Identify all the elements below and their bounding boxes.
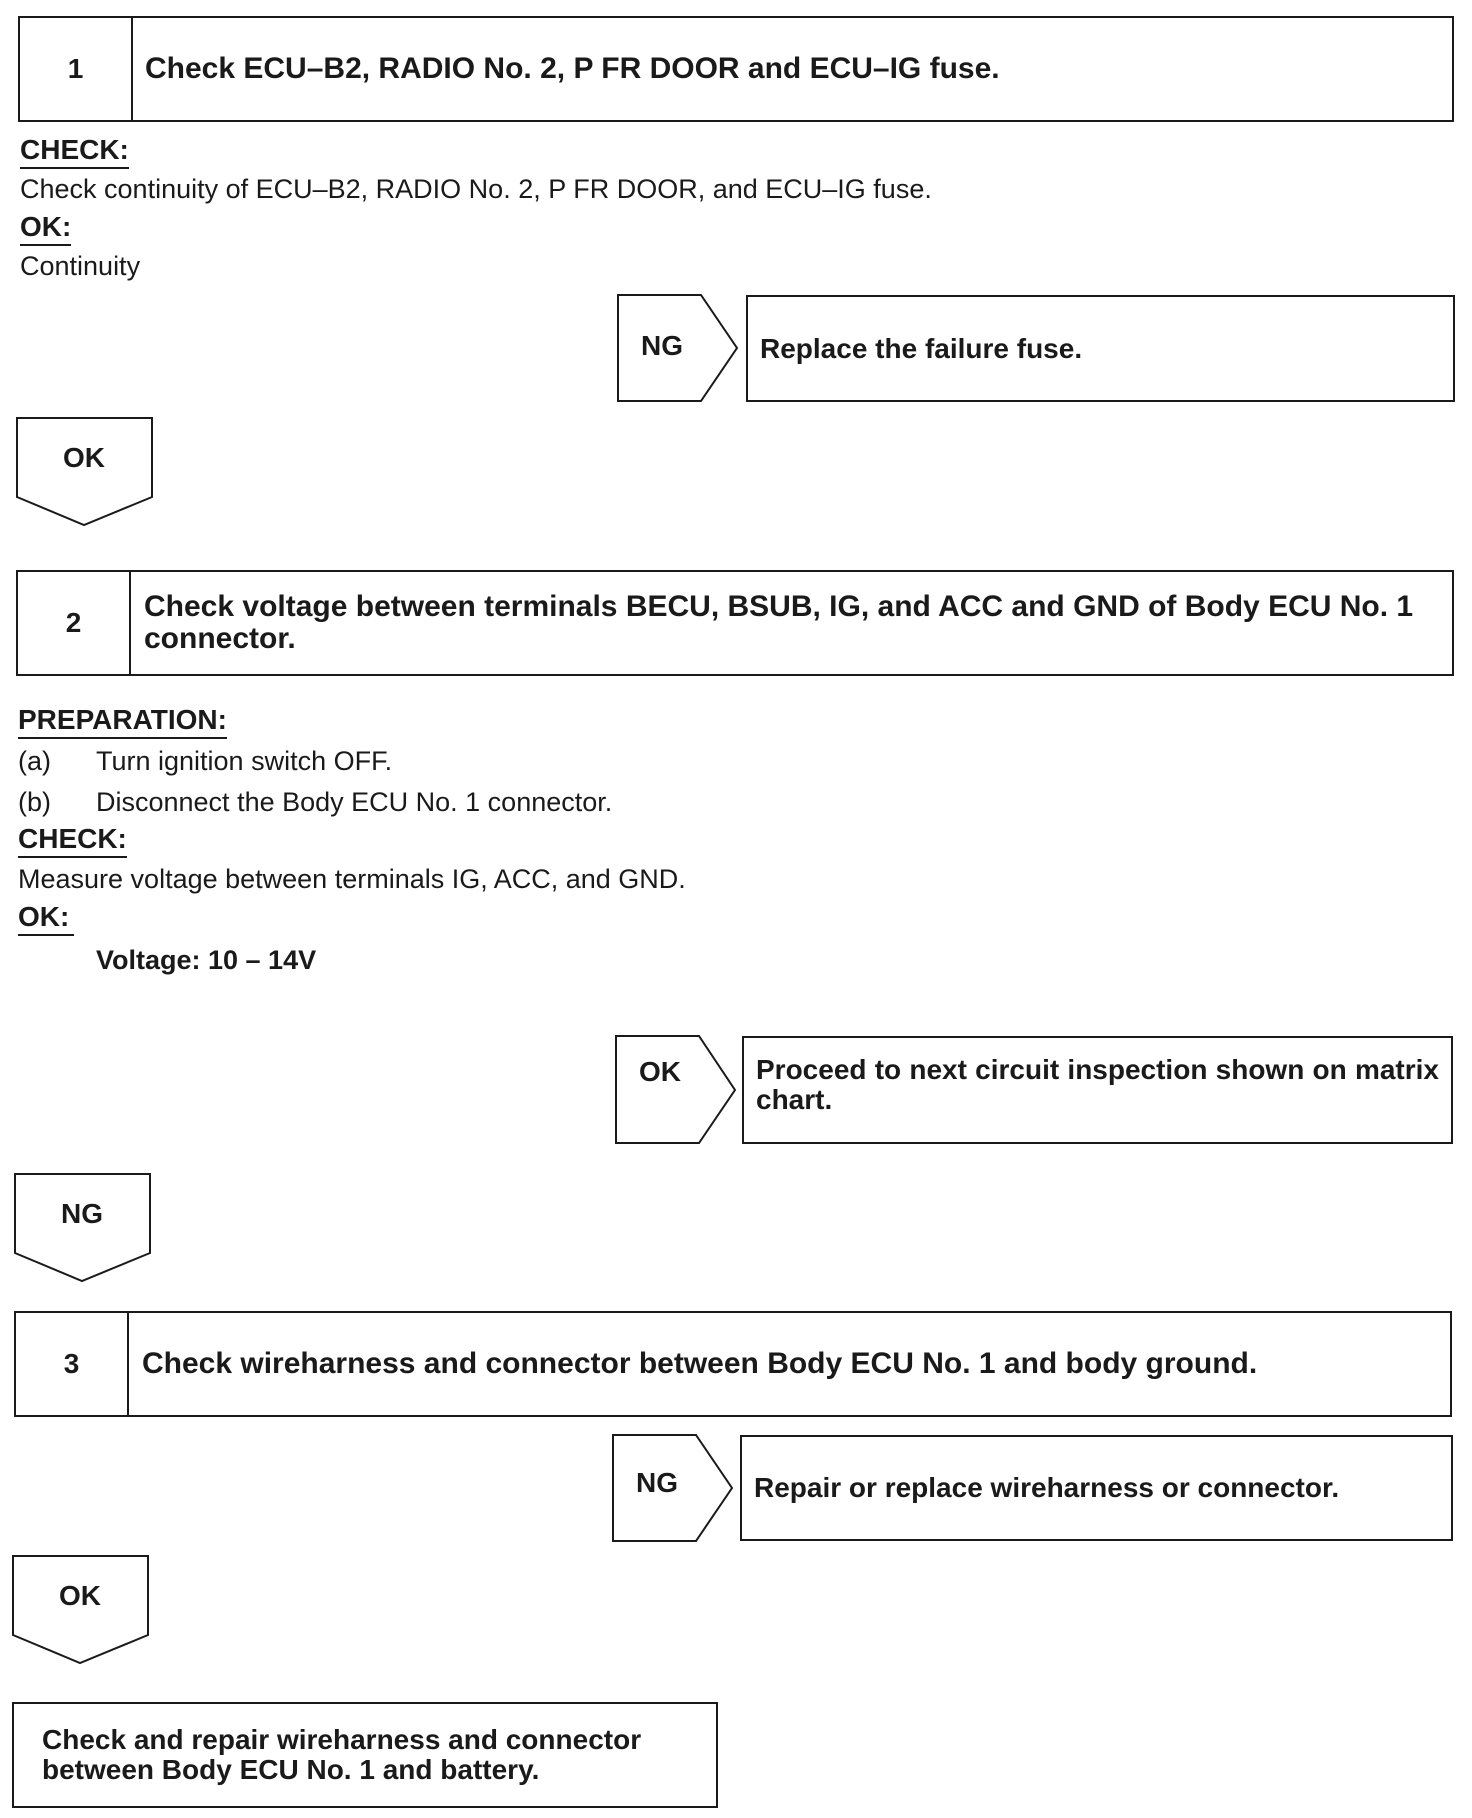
step-1-number: 1 [20,18,133,120]
step-2-number: 2 [18,572,131,674]
step-1-ok-heading: OK: [20,210,71,246]
step-2-check-heading: CHECK: [18,822,127,858]
step-2-ok-arrow [615,1035,737,1145]
step-2-box [16,570,1454,676]
step-1-check-heading: CHECK: [20,133,129,169]
step-1-ng-result-text: Replace the failure fuse. [760,332,1083,364]
step-1-ok-label: OK [63,442,105,473]
step-1-title: Check ECU–B2, RADIO No. 2, P FR DOOR and ECU–IG fuse. [145,52,1000,85]
step-2-ng-arrow [14,1173,152,1283]
step-2-prep-a-marker: (a) [18,746,51,776]
step-3-title: Check wireharness and connector between Body ECU No. 1 and body ground. [142,1347,1258,1380]
step-2-ok-label: OK [639,1056,681,1087]
step-1-ng-result [746,295,1455,402]
step-3-ng-result-text: Repair or replace wireharness or connector. [754,1472,1340,1503]
step-2-ok-spec: Voltage: 10 – 14V [96,945,317,975]
step-2-title: Check voltage between terminals BECU, BSUB, IG, and ACC and GND of Body ECU No. 1 connector. [144,590,1414,655]
step-1-ok-text: Continuity [20,251,141,281]
step-2-ok-result [742,1036,1453,1144]
step-1-ng-label: NG [641,330,683,361]
step-3-box [14,1311,1452,1417]
step-2-ok-heading: OK: [18,900,74,936]
step-2-prep-a-text: Turn ignition switch OFF. [96,746,393,776]
step-1-box [18,16,1454,122]
step-3-ng-label: NG [636,1467,678,1498]
step-3-ng-arrow [612,1434,734,1542]
step-2-ok-result-text: Proceed to next circuit inspection shown on matrix chart. [756,1054,1439,1115]
final-action-box [12,1702,718,1808]
final-action-text: Check and repair wireharness and connector between Body ECU No. 1 and battery. [42,1724,642,1785]
step-2-ng-label: NG [61,1198,103,1229]
step-3-number: 3 [16,1313,129,1415]
step-1-check-text: Check continuity of ECU–B2, RADIO No. 2, P FR DOOR, and ECU–IG fuse. [20,174,932,204]
step-2-check-text: Measure voltage between terminals IG, ACC, and GND. [18,864,686,894]
step-2-prep-b-marker: (b) [18,787,51,817]
step-3-ng-result [740,1435,1453,1541]
step-2-prep-heading: PREPARATION: [18,703,227,739]
step-2-prep-b-text: Disconnect the Body ECU No. 1 connector. [96,787,613,817]
step-3-ok-label: OK [59,1580,101,1611]
step-1-ok-arrow [16,417,154,527]
step-1-ng-arrow [617,294,739,402]
step-3-ok-arrow [12,1555,150,1665]
